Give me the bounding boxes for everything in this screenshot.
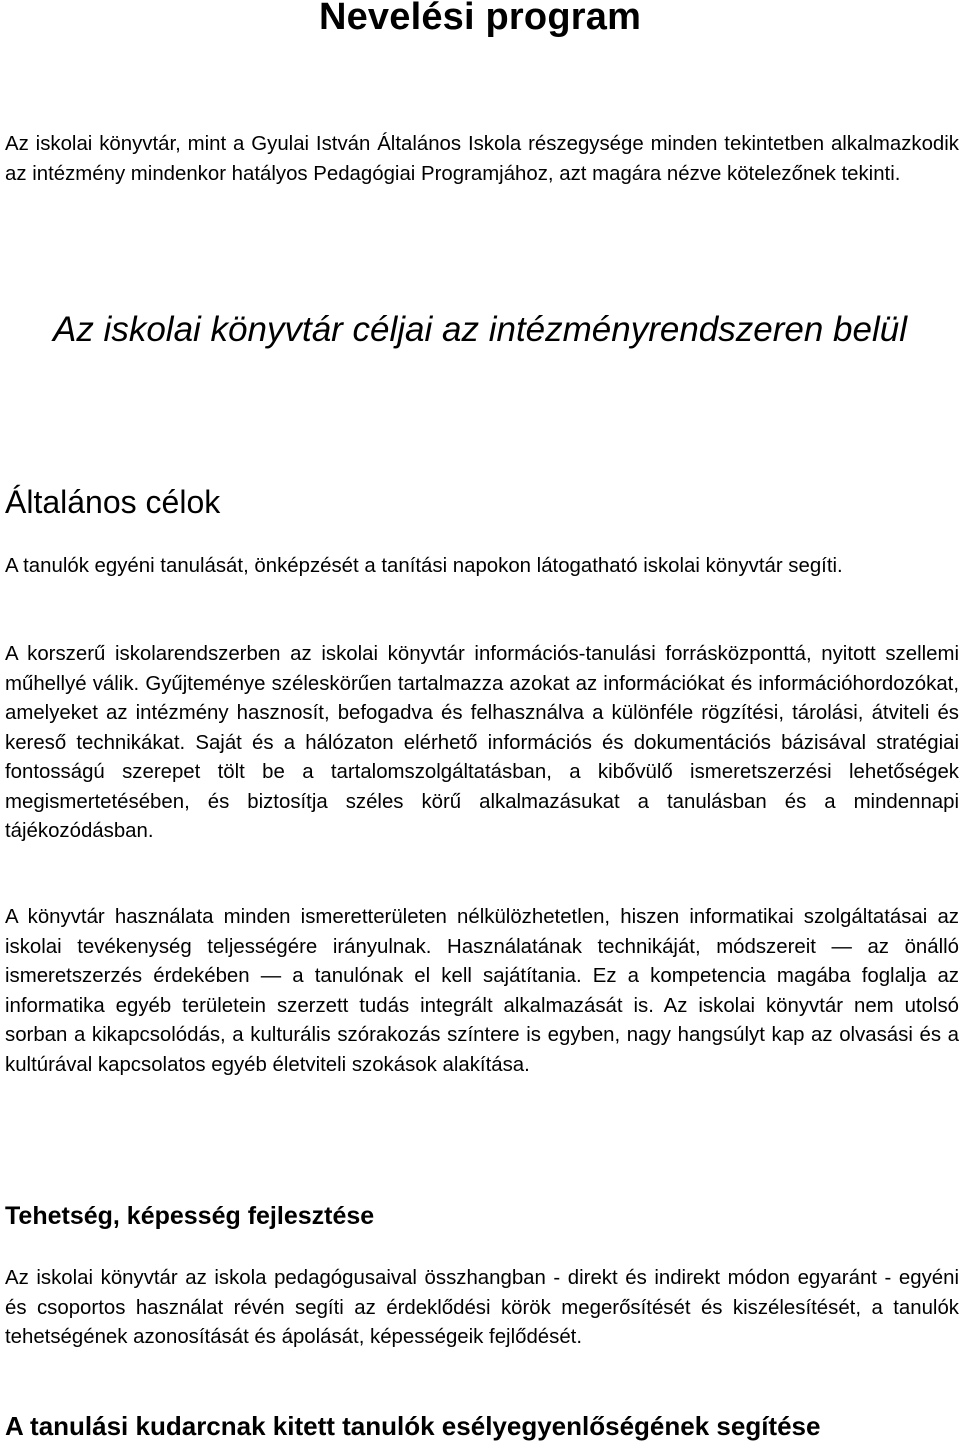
intro-paragraph: Az iskolai könyvtár, mint a Gyulai István Általános Iskola részegysége minden tekintetben alkalmazkodik az intézmény mindenkor hatályos Pedagógiai Programjához, azt magára nézve kötelezőnek tekinti.: [5, 133, 959, 185]
section-title: Az iskolai könyvtár céljai az intézményrendszeren belül: [52, 310, 907, 349]
general-goals-heading: Általános célok: [5, 484, 221, 520]
equal-opportunity-heading: A tanulási kudarcnak kitett tanulók esélyegyenlőségének segítése: [5, 1411, 821, 1441]
general-goals-paragraph-3: A könyvtár használata minden ismeretterületen nélkülözhetetlen, hiszen informatikai szolgáltatásai az iskolai tevékenység teljességére irányulnak. Használatának technikáját, módszereit — az önálló ismeretszerzés érdekében — a tanulónak el kell sajátítania. Ez a kompetencia magába foglalja az informatika egyéb területein szerzett tudás integrált alkalmazását is. Az iskolai könyvtár nem utolsó sorban a kikapcsolódás, a kulturális szórakozás színtere is egyben, nagy hangsúlyt kap az olvasási és a kultúrával kapcsolatos egyéb életviteli szokások alakítása.: [5, 906, 959, 1076]
talent-development-heading: Tehetség, képesség fejlesztése: [5, 1202, 375, 1230]
general-goals-paragraph-2: A korszerű iskolarendszerben az iskolai könyvtár információs-tanulási forrásközponttá, nyitott szellemi műhellyé válik. Gyűjteménye széleskörűen tartalmazza azokat az információkat és információhordozókat, amelyeket az intézmény hasznosít, befogadva és felhasználva a különféle rögzítési, tárolási, átviteli és kereső technikákat. Saját és a hálózaton elérhető információs és dokumentációs bázisával stratégiai fontosságú szerepet tölt be a tartalomszolgáltatásban, a kibővülő ismeretszerzési lehetőségek megismertetésében, és biztosítja széles körű alkalmazásukat a tanulásban és a mindennapi tájékozódásban.: [5, 643, 959, 842]
talent-development-paragraph: Az iskolai könyvtár az iskola pedagógusaival összhangban - direkt és indirekt módon egyaránt - egyéni és csoportos használat révén segíti az érdeklődési körök megerősítését és kiszélesítését, a tanulók tehetségének azonosítását és ápolását, képességeik fejlődését.: [5, 1267, 959, 1348]
document-title: Nevelési program: [318, 0, 642, 38]
general-goals-paragraph-1: A tanulók egyéni tanulását, önképzését a tanítási napokon látogatható iskolai könyvtár segíti.: [5, 555, 843, 577]
